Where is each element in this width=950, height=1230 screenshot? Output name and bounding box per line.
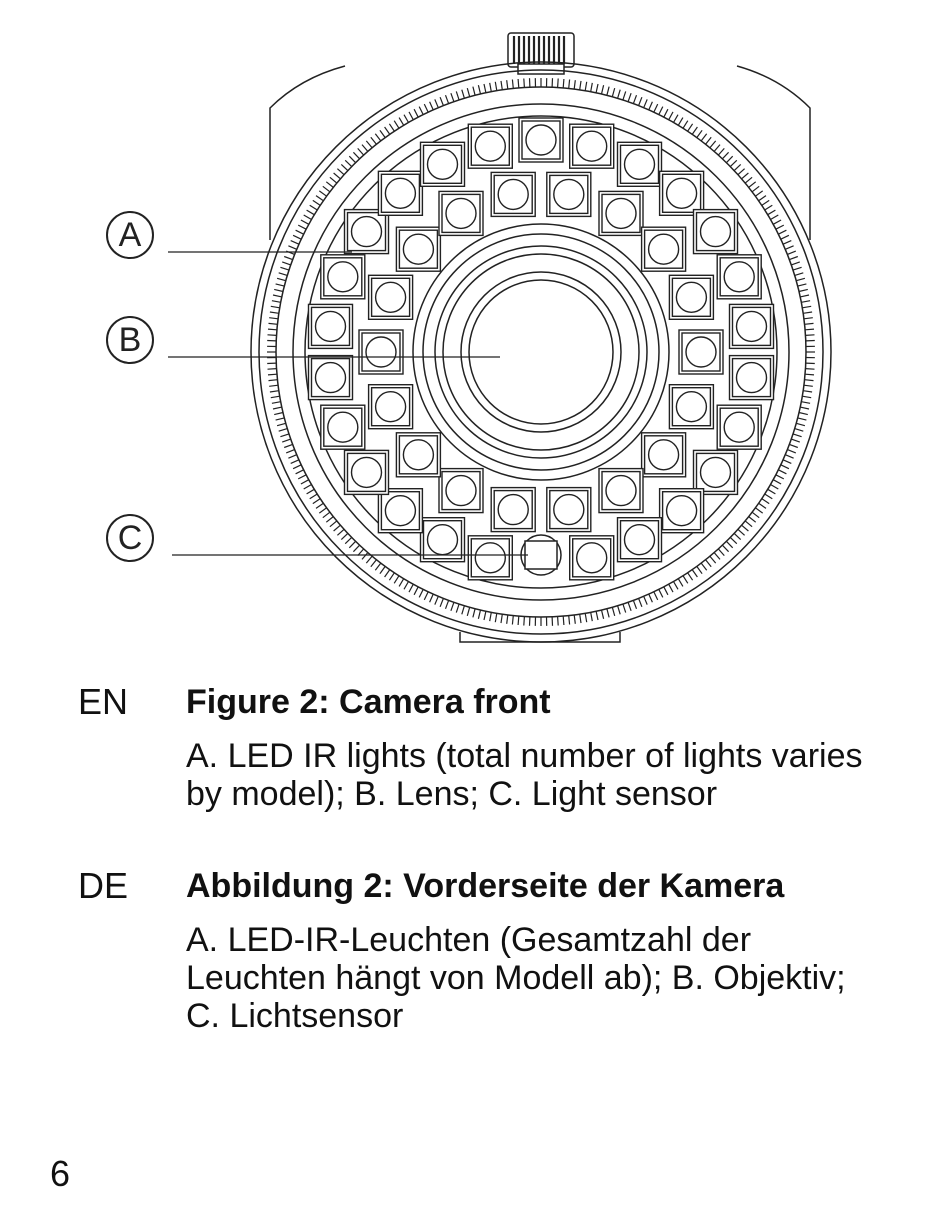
led-light	[669, 275, 713, 319]
callout-a-label: A	[106, 211, 154, 259]
led-light	[618, 142, 662, 186]
led-light	[642, 227, 686, 271]
led-light	[369, 275, 413, 319]
led-light	[468, 124, 512, 168]
led-light	[439, 191, 483, 235]
led-light	[570, 536, 614, 580]
caption-title-de: Abbildung 2: Vorderseite der Kamera	[186, 867, 785, 905]
led-light	[421, 142, 465, 186]
led-light	[359, 330, 403, 374]
led-light	[547, 488, 591, 532]
led-light	[396, 433, 440, 477]
caption-title-en: Figure 2: Camera front	[186, 683, 551, 721]
led-light	[439, 469, 483, 513]
led-light	[345, 210, 389, 254]
led-light	[345, 450, 389, 494]
led-light	[660, 171, 704, 215]
led-light	[491, 172, 535, 216]
caption-de	[186, 867, 876, 1035]
language-code-en: EN	[78, 681, 129, 722]
led-light	[660, 489, 704, 533]
led-light	[717, 405, 761, 449]
led-light	[519, 118, 563, 162]
led-light	[369, 385, 413, 429]
led-light	[694, 450, 738, 494]
led-light	[599, 191, 643, 235]
led-light	[717, 255, 761, 299]
led-light	[378, 489, 422, 533]
page-number: 6	[50, 1153, 71, 1194]
led-light	[468, 536, 512, 580]
led-light	[618, 518, 662, 562]
led-light	[599, 469, 643, 513]
led-light	[730, 356, 774, 400]
led-light	[491, 488, 535, 532]
caption-body-de: A. LED-IR-Leuchten (Gesamtzahl der Leuchten hängt von Modell ab); B. Objektiv; C. Lichtsensor	[186, 921, 846, 1035]
led-light	[669, 385, 713, 429]
led-light	[321, 255, 365, 299]
led-light	[309, 304, 353, 348]
led-light	[547, 172, 591, 216]
callout-c-label: C	[106, 514, 154, 562]
led-light	[642, 433, 686, 477]
led-light	[679, 330, 723, 374]
led-light	[694, 210, 738, 254]
callout-b-label: B	[106, 316, 154, 364]
led-light	[321, 405, 365, 449]
led-light	[730, 304, 774, 348]
caption-en	[186, 683, 876, 813]
lens-ring	[413, 224, 669, 480]
led-light	[570, 124, 614, 168]
caption-body-en: A. LED IR lights (total number of lights varies by model); B. Lens; C. Light sensor	[186, 737, 863, 813]
led-light	[378, 171, 422, 215]
language-code-de: DE	[78, 865, 129, 906]
led-light	[396, 227, 440, 271]
led-light	[309, 356, 353, 400]
